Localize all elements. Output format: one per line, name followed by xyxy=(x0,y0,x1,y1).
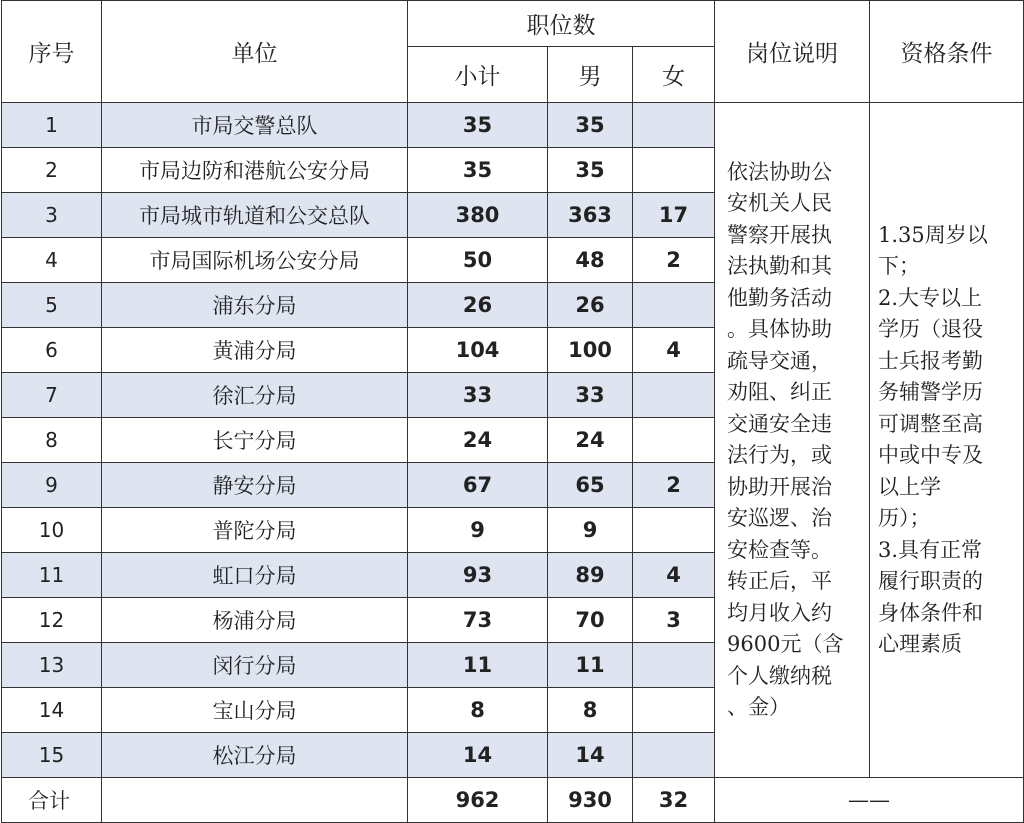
row-unit: 虹口分局 xyxy=(102,553,408,598)
row-unit: 宝山分局 xyxy=(102,688,408,733)
row-subtotal: 67 xyxy=(408,463,548,508)
row-subtotal: 24 xyxy=(408,418,548,463)
total-subtotal: 962 xyxy=(408,778,548,823)
row-female: 17 xyxy=(633,193,715,238)
row-female: 4 xyxy=(633,328,715,373)
row-female: 3 xyxy=(633,598,715,643)
header-female: 女 xyxy=(633,47,715,103)
header-description: 岗位说明 xyxy=(715,1,870,103)
total-row xyxy=(2,778,1024,823)
total-description: —— xyxy=(715,778,1024,823)
row-subtotal: 14 xyxy=(408,733,548,778)
row-index: 2 xyxy=(2,148,102,193)
row-male: 35 xyxy=(548,103,633,148)
row-male: 48 xyxy=(548,238,633,283)
row-subtotal: 380 xyxy=(408,193,548,238)
total-unit xyxy=(102,778,408,823)
header-male: 男 xyxy=(548,47,633,103)
row-female xyxy=(633,688,715,733)
row-female xyxy=(633,283,715,328)
row-index: 14 xyxy=(2,688,102,733)
row-female xyxy=(633,373,715,418)
qualifications: 1.35周岁以 下； 2.大专以上 学历（退役 士兵报考勤 务辅警学历 可调整至高 中或中专及 以上学 历）； 3.具有正常 履行职责的 身体条件和 心理素质 xyxy=(870,103,1024,778)
row-index: 9 xyxy=(2,463,102,508)
row-subtotal: 8 xyxy=(408,688,548,733)
row-unit: 市局城市轨道和公交总队 xyxy=(102,193,408,238)
row-unit: 黄浦分局 xyxy=(102,328,408,373)
row-female xyxy=(633,103,715,148)
row-male: 33 xyxy=(548,373,633,418)
total-female: 32 xyxy=(633,778,715,823)
row-index: 15 xyxy=(2,733,102,778)
row-male: 100 xyxy=(548,328,633,373)
row-unit: 杨浦分局 xyxy=(102,598,408,643)
row-subtotal: 9 xyxy=(408,508,548,553)
row-index: 3 xyxy=(2,193,102,238)
row-subtotal: 73 xyxy=(408,598,548,643)
row-unit: 长宁分局 xyxy=(102,418,408,463)
row-male: 26 xyxy=(548,283,633,328)
total-male: 930 xyxy=(548,778,633,823)
row-unit: 徐汇分局 xyxy=(102,373,408,418)
recruitment-table xyxy=(1,0,1024,823)
row-unit: 松江分局 xyxy=(102,733,408,778)
row-subtotal: 33 xyxy=(408,373,548,418)
row-index: 6 xyxy=(2,328,102,373)
row-subtotal: 35 xyxy=(408,103,548,148)
row-female xyxy=(633,418,715,463)
row-female xyxy=(633,643,715,688)
row-male: 89 xyxy=(548,553,633,598)
row-unit: 普陀分局 xyxy=(102,508,408,553)
row-unit: 静安分局 xyxy=(102,463,408,508)
row-female xyxy=(633,733,715,778)
row-subtotal: 104 xyxy=(408,328,548,373)
row-index: 12 xyxy=(2,598,102,643)
row-unit: 市局边防和港航公安分局 xyxy=(102,148,408,193)
row-index: 5 xyxy=(2,283,102,328)
row-index: 10 xyxy=(2,508,102,553)
row-male: 11 xyxy=(548,643,633,688)
row-female xyxy=(633,508,715,553)
row-male: 9 xyxy=(548,508,633,553)
row-subtotal: 35 xyxy=(408,148,548,193)
job-description: 依法协助公 安机关人民 警察开展执 法执勤和其 他勤务活动 。具体协助 疏导交通， 劝阻、纠正 交通安全违 法行为，或 协助开展治 安巡逻、治 安检查等。 转正后，平 均月收入约 9600元（含 个人缴纳税 、金） xyxy=(715,103,870,778)
table-row xyxy=(2,103,1024,148)
row-female: 2 xyxy=(633,238,715,283)
row-male: 14 xyxy=(548,733,633,778)
total-label: 合计 xyxy=(2,778,102,823)
row-male: 24 xyxy=(548,418,633,463)
header-subtotal: 小计 xyxy=(408,47,548,103)
row-subtotal: 26 xyxy=(408,283,548,328)
row-female: 2 xyxy=(633,463,715,508)
row-male: 8 xyxy=(548,688,633,733)
row-subtotal: 11 xyxy=(408,643,548,688)
row-unit: 市局国际机场公安分局 xyxy=(102,238,408,283)
row-male: 70 xyxy=(548,598,633,643)
row-unit: 市局交警总队 xyxy=(102,103,408,148)
header-index: 序号 xyxy=(2,1,102,103)
row-unit: 闵行分局 xyxy=(102,643,408,688)
row-index: 11 xyxy=(2,553,102,598)
header-positions: 职位数 xyxy=(408,1,715,47)
row-male: 363 xyxy=(548,193,633,238)
header-qualifications: 资格条件 xyxy=(870,1,1024,103)
row-index: 8 xyxy=(2,418,102,463)
row-index: 13 xyxy=(2,643,102,688)
row-unit: 浦东分局 xyxy=(102,283,408,328)
row-male: 65 xyxy=(548,463,633,508)
row-male: 35 xyxy=(548,148,633,193)
row-subtotal: 93 xyxy=(408,553,548,598)
row-subtotal: 50 xyxy=(408,238,548,283)
row-index: 7 xyxy=(2,373,102,418)
row-index: 1 xyxy=(2,103,102,148)
row-female xyxy=(633,148,715,193)
row-index: 4 xyxy=(2,238,102,283)
row-female: 4 xyxy=(633,553,715,598)
header-unit: 单位 xyxy=(102,1,408,103)
